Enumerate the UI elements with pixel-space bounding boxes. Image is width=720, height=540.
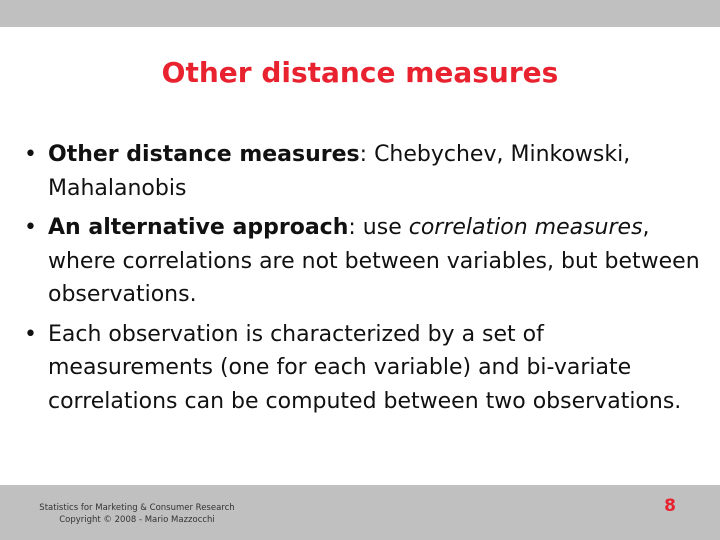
- bullet-text: Chebychev, Minkowski, Mahalanobis: [48, 142, 631, 201]
- bullet-item-observation: [24, 318, 700, 419]
- bullet-icon: •: [24, 321, 37, 347]
- bullet-icon: •: [24, 215, 37, 240]
- bullet-list: [24, 138, 700, 424]
- footer-credits: [32, 502, 242, 526]
- footer-line-copyright: Copyright © 2008 - Mario Mazzocchi: [59, 515, 215, 525]
- footer-line-course: Statistics for Marketing & Consumer Research: [39, 503, 235, 513]
- bullet-text-before: use: [355, 215, 409, 240]
- header-bar: [0, 0, 720, 27]
- bullet-text-after: , where correlations are not between variables, but between observations.: [48, 215, 700, 307]
- bullet-emphasis: correlation measures: [408, 215, 643, 240]
- bullet-icon: •: [24, 142, 37, 167]
- slide-title: Other distance measures: [161, 56, 559, 89]
- bullet-separator: :: [348, 215, 356, 240]
- bullet-item-distance-measures: [24, 138, 700, 205]
- page-number: 8: [664, 496, 676, 516]
- bullet-term: An alternative approach: [48, 215, 349, 240]
- bullet-item-alternative-approach: [24, 211, 700, 312]
- bullet-term: Other distance measures: [48, 142, 360, 167]
- bullet-separator: :: [359, 142, 368, 167]
- bullet-text: Each observation is characterized by a set of measurements (one for each variable) and bi-variate correlations can be computed between two observations.: [48, 321, 682, 414]
